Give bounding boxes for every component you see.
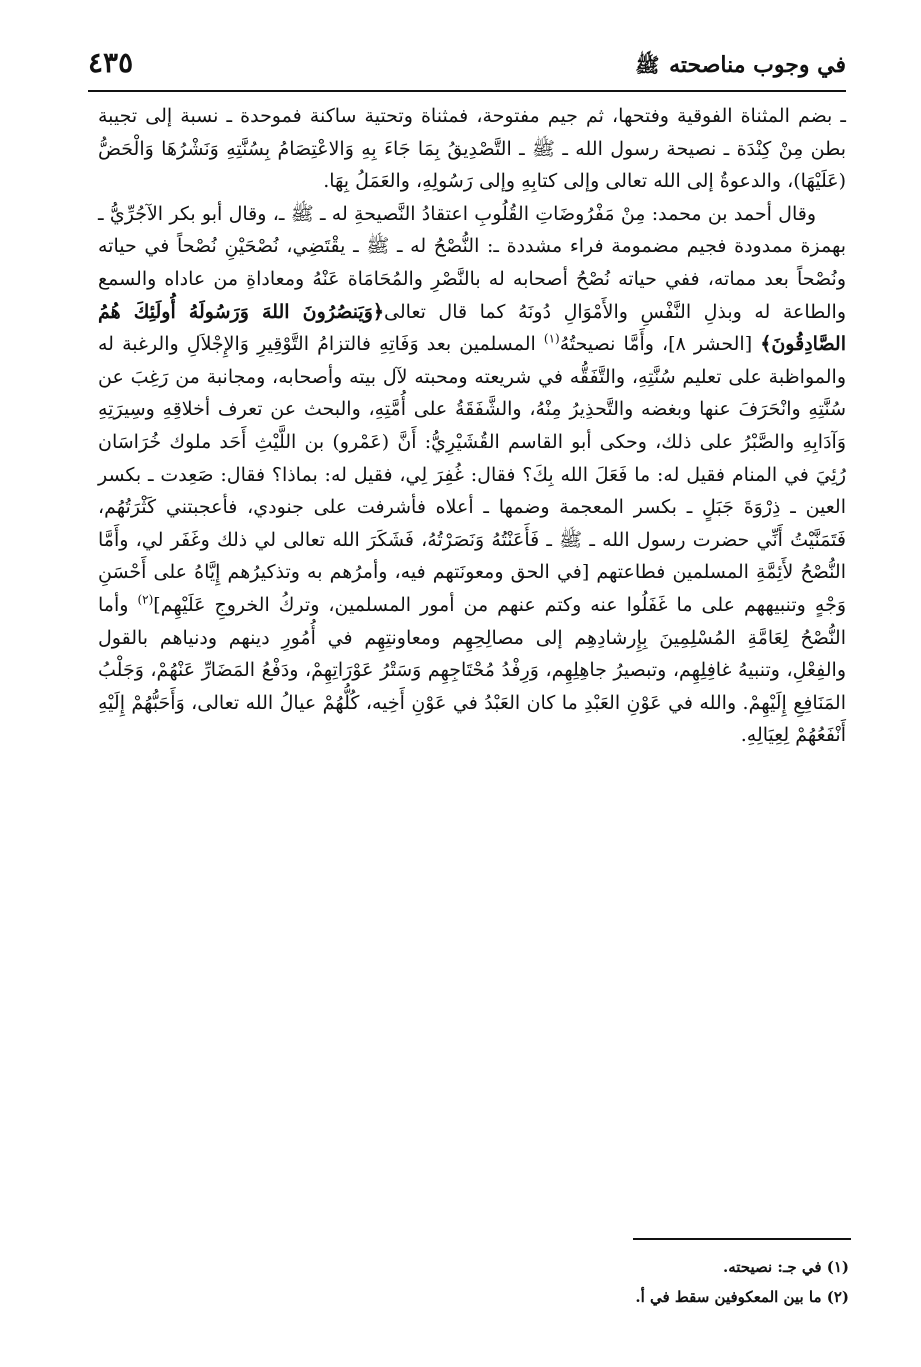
paragraph-2-middle: المسلمين بعد وَفَاتِهِ فالتزامُ التَّوْقِيرِ وَالإِجْلاَلِ والرغبة له والمواظبة على تعليم سُنَّتِهِ، والتَّفَقُّه في شريعته ومحبته لآل بيته وأصحابه، ومجانبة من رَغِبَ عن سُنَّتِهِ وانْحَرَفَ عنها وبغضه والتَّحذِيرُ مِنْهُ، والشَّفَقَةُ على أُمَّتِهِ، والبحث عن تعرف أخلاقِهِ وسِيرَتِهِ وَآدَابِهِ والصَّبْرُ على ذلك، وحكى أبو القاسم القُشَيْرِيُّ: أَنَّ (عَمْرو) بن اللَّيْثِ أَحَد ملوك خُرَاسَان رُئِيَ في المنام فقيل له: ما فَعَلَ الله بِكَ؟ فقال: غُفِرَ لِي، فقيل له: بماذا؟ فقال: صَعِدت ـ بكسر العين ـ ذِرْوَةَ جَبَلٍ ـ بكسر المعجمة وضمها ـ أعلاه فأشرفت على جنودي، فأعجبتني كَثْرَتُهُم، فَتَمَنَّيْتُ أَنِّي حضرت رسول الله ـ ﷺ ـ فَأَعَنْتُهُ وَنَصَرْتُهُ، فَشَكَرَ الله تعالى لي ذلك وغَفَر لي، وأَمَّا النُّصْحُ لأَئِمَّةِ المسلمين فطاعتهم [في الحق ومعونَتهم فيه، وأمرُهم به وتذكيرُهم إِيَّاهُ على أَحْسَنِ وَجْهٍ وتنبيههم على ما غَفَلُوا عنه وكتم عنهم من أمور المسلمين، وتركُ الخروجِ عَلَيْهِم] <box>98 333 846 616</box>
quran-verse: ﴿وَيَنصُرُونَ اللهَ وَرَسُولَهُ أُولَئِكَ هُمُ الصَّادِقُونَ﴾ <box>98 300 846 356</box>
paragraph-2-opening: وقال أحمد بن محمد: مِنْ مَفْرُوضَاتِ القُلُوبِ اعتقادُ النَّصيحةِ له ـ ﷺ ـ، وقال أبو بكر الآجُرِّيُّ ـ بهمزة ممدودة فجيم مضمومة فراء مشددة ـ: النُّصْحُ له ـ ﷺ ـ يقْتَضِي، نُصْحَيْنِ نُصْحاً في حياته ونُصْحاً بعد مماته، ففي حياته نُصْحُ أصحابه له بالنَّصْرِ والمُحَامَاة عَنْهُ ومعاداةِ من عاداه والسمع والطاعة له وبذلِ النَّفْسِ والأَمْوَالِ دُونَهُ كما قال تعالى <box>98 202 847 323</box>
footnote-1: (١) في جـ: نصيحته. <box>723 1258 849 1276</box>
footnote-divider <box>633 1238 851 1240</box>
paragraph-2 <box>98 198 846 752</box>
page-number: ٤٣٥ <box>88 46 134 79</box>
footnotes <box>349 1252 849 1312</box>
paragraph-2-ending: وأما النُّصْحُ لِعَامَّةِ المُسْلِمِينَ بِإِرشادِهِم إلى مصالِحِهِم ومعاونتِهِم في أُمُورِ دينهم ودنياهم بالقول والفِعْلِ، وتنبيهُ غافِلِهِم، وتبصيرُ جاهِلِهِم، وَرِفْدُ مُحْتَاجِهِم وَسَتْرُ عَوْرَاتِهِمْ، ودَفْعُ المَضَارِّ عَنْهُمْ، وَجَلْبُ المَنَافِعِ إِلَيْهِمْ. والله في عَوْنِ العَبْدِ ما كان العَبْدُ في عَوْنِ أَخِيه، كُلُّهُمْ عيالُ الله تعالى، وَأَحَبُّهُمْ إِلَيْهِ أَنْفَعُهُمْ لِعِيَالِهِ. <box>98 593 846 747</box>
paragraph-1: ـ بضم المثناة الفوقية وفتحها، ثم جيم مفتوحة، فمثناة وتحتية ساكنة فموحدة ـ نسبة إلى تجيبة بطن مِنْ كِنْدَة ـ نصيحة رسول الله ـ ﷺ ـ التَّصْدِيقُ بِمَا جَاءَ بِهِ وَالاعْتِصَامُ بِسُنَّتِهِ وَنَشْرُهَا وَالْحَضُّ (عَلَيْهَا)، والدعوةُ إلى الله تعالى وإلى كتابِهِ وإلى رَسُولِهِ، والعَمَلُ بِهَا. <box>98 105 846 193</box>
honorific-seal-icon: ﷺ <box>635 53 660 77</box>
running-title <box>635 52 846 82</box>
main-text <box>98 100 846 752</box>
running-title-text: في وجوب مناصحته <box>669 52 846 78</box>
header-divider <box>88 90 846 92</box>
footnote-ref-2: (٢) <box>137 592 154 607</box>
footnote-ref-1: (١) <box>543 331 560 346</box>
quran-citation: [الحشر ٨]، وأَمَّا نصيحتُهُ <box>559 333 761 356</box>
page-header <box>88 42 846 92</box>
footnote-2: (٢) ما بين المعكوفين سقط في أ. <box>635 1288 849 1306</box>
